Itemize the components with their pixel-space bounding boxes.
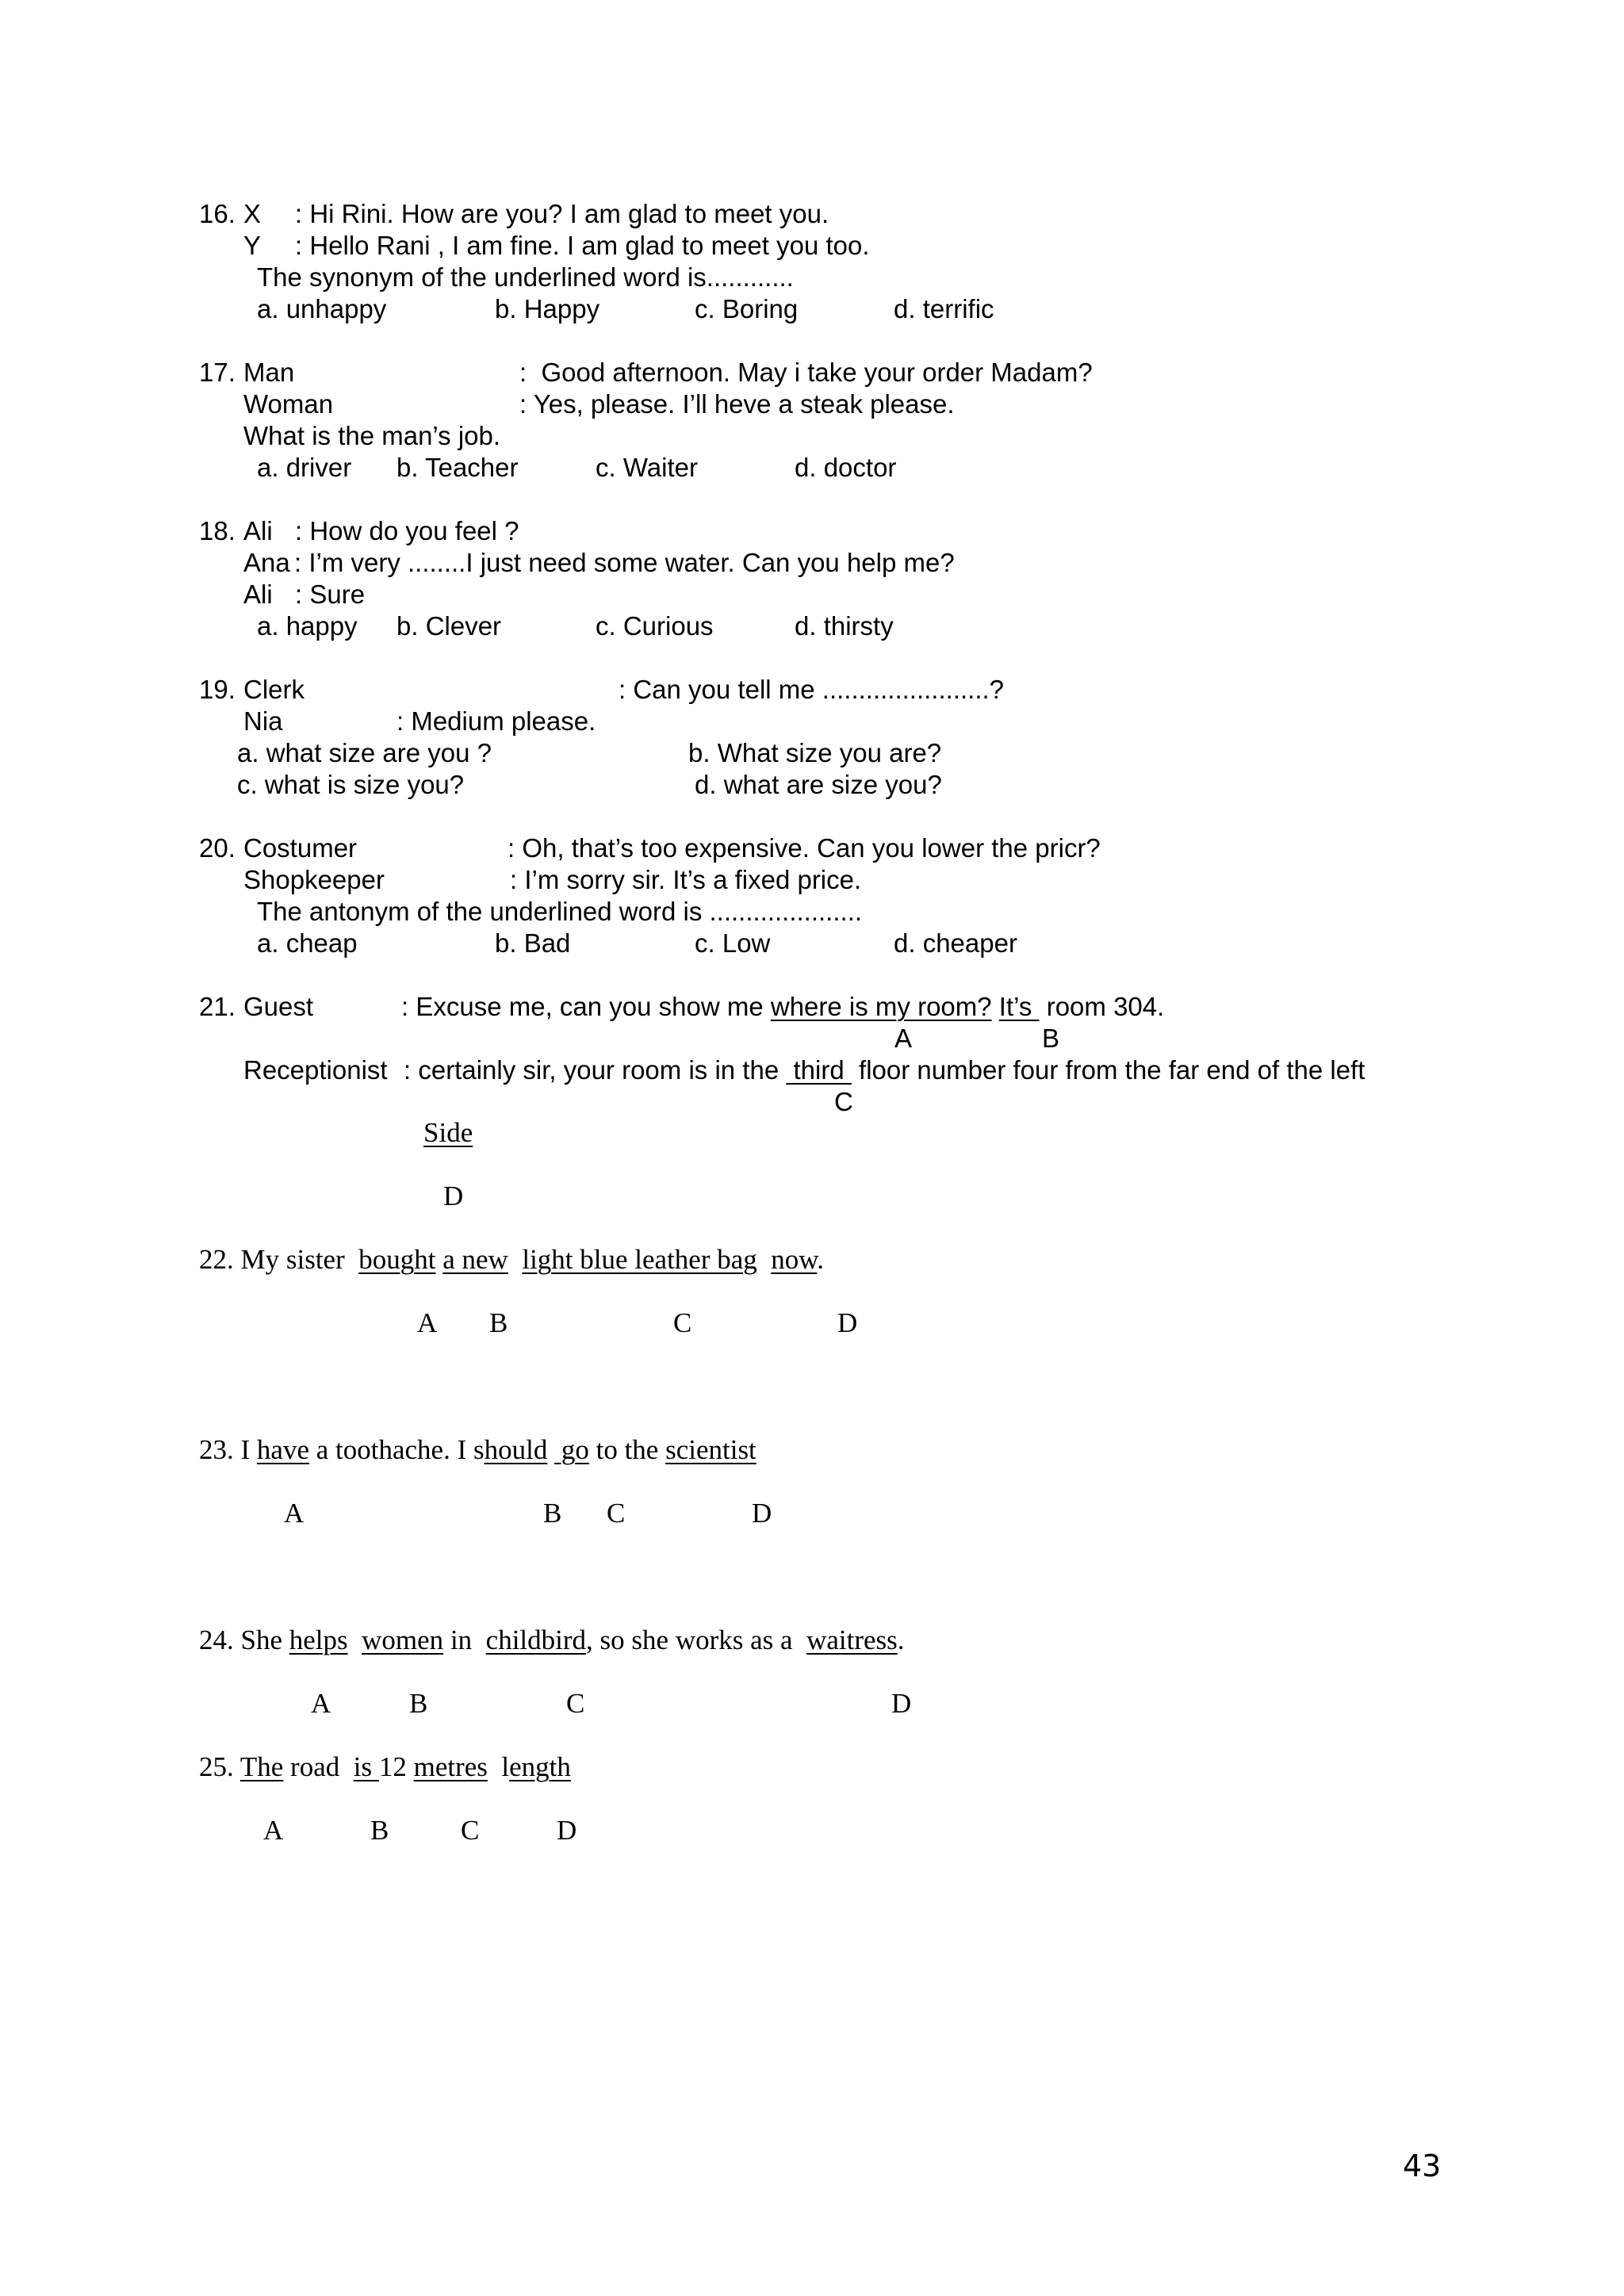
- option-letter: A: [284, 1498, 304, 1529]
- underlined-option-d: ength: [509, 1751, 571, 1782]
- speaker-label: Ana: [243, 548, 290, 577]
- underlined-option-d: Side: [423, 1117, 473, 1148]
- speaker-label: Ali: [243, 580, 273, 609]
- underlined-option-a: helps: [289, 1624, 348, 1655]
- question-sentence: 25. The road is 12 metres length: [199, 1751, 571, 1782]
- question-prompt: The antonym of the underlined word is .....................: [257, 897, 863, 926]
- answer-option[interactable]: a. cheap: [257, 928, 358, 958]
- dialogue-line: : Excuse me, can you show me where is my room? It’s room 304.: [401, 992, 1165, 1021]
- underlined-option-c: go: [554, 1434, 589, 1465]
- option-letter: C: [834, 1087, 853, 1116]
- underlined-option-a: where is my room?: [770, 992, 992, 1021]
- answer-option[interactable]: a. driver: [257, 453, 352, 482]
- option-letter: A: [417, 1307, 438, 1338]
- option-letter: D: [837, 1307, 858, 1338]
- answer-option[interactable]: a. happy: [257, 611, 358, 641]
- question-prompt: The synonym of the underlined word is............: [257, 262, 794, 292]
- underlined-option-d: scientist: [665, 1434, 756, 1465]
- underlined-option-c: third: [786, 1055, 852, 1085]
- underlined-option-a: The: [239, 1751, 284, 1782]
- answer-option[interactable]: b. What size you are?: [688, 738, 942, 767]
- speaker-label: X: [243, 199, 262, 228]
- option-letter: D: [752, 1498, 772, 1529]
- question-sentence: 24. She helps women in childbird, so she works as a waitress.: [199, 1624, 905, 1655]
- answer-option[interactable]: d. thirsty: [795, 611, 894, 641]
- speaker-label: Guest: [243, 992, 314, 1021]
- underlined-option-b: It’s: [998, 992, 1040, 1021]
- dialogue-line: : How do you feel ?: [295, 516, 519, 545]
- dialogue-line: : Oh, that’s too expensive. Can you lower the pricr?: [508, 833, 1101, 863]
- answer-option[interactable]: d. cheaper: [894, 928, 1017, 958]
- option-letter: A: [263, 1815, 284, 1846]
- option-letter: D: [891, 1688, 912, 1719]
- speaker-label: Shopkeeper: [243, 865, 385, 894]
- underlined-option-a: have: [256, 1434, 309, 1465]
- dialogue-line: : Hello Rani , I am fine. I am glad to meet you too.: [295, 231, 870, 260]
- underlined-option-c: light blue leather bag: [522, 1244, 757, 1275]
- option-letter: C: [566, 1688, 585, 1719]
- dialogue-line: : certainly sir, your room is in the third floor number four from the far end of the left: [404, 1055, 1365, 1085]
- answer-option[interactable]: a. unhappy: [257, 294, 387, 323]
- underlined-option-d: waitress: [806, 1624, 898, 1655]
- question-number: 17.: [199, 358, 236, 387]
- option-letter: C: [607, 1498, 626, 1529]
- option-letter: B: [370, 1815, 389, 1846]
- option-letter: B: [1042, 1024, 1060, 1053]
- dialogue-line: : Yes, please. I’ll heve a steak please.: [519, 389, 955, 419]
- option-letter: D: [443, 1181, 464, 1211]
- answer-option[interactable]: a. what size are you ?: [237, 738, 492, 767]
- dialogue-line: : Can you tell me .......................?: [619, 675, 1005, 704]
- dialogue-line: : Good afternoon. May i take your order Madam?: [519, 358, 1093, 387]
- speaker-label: Nia: [243, 706, 283, 736]
- question-prompt: What is the man’s job.: [243, 421, 501, 450]
- speaker-label: Man: [243, 358, 295, 387]
- underlined-option-d: now: [771, 1244, 818, 1275]
- question-number: 19.: [199, 675, 236, 704]
- speaker-label: Ali: [243, 516, 273, 545]
- underlined-option-b: hould: [484, 1434, 548, 1465]
- option-letter: B: [409, 1688, 428, 1719]
- answer-option[interactable]: c. Waiter: [596, 453, 698, 482]
- question-number: 18.: [199, 516, 236, 545]
- speaker-label: Y: [243, 231, 262, 260]
- answer-option[interactable]: b. Teacher: [396, 453, 519, 482]
- answer-option[interactable]: b. Bad: [495, 928, 571, 958]
- option-letter: A: [894, 1024, 913, 1053]
- option-letter: B: [543, 1498, 562, 1529]
- option-letter: C: [461, 1815, 480, 1846]
- answer-option[interactable]: c. Low: [695, 928, 771, 958]
- speaker-label: Receptionist: [243, 1055, 388, 1085]
- underlined-option-c: metres: [413, 1751, 488, 1782]
- dialogue-line: : I’m sorry sir. It’s a fixed price.: [510, 865, 862, 894]
- underlined-option-a: bought: [358, 1244, 436, 1275]
- option-letter: C: [673, 1307, 692, 1338]
- question-number: 16.: [199, 199, 236, 228]
- answer-option[interactable]: c. Boring: [695, 294, 799, 323]
- dialogue-line: : I’m very ........I just need some water. Can you help me?: [294, 548, 955, 577]
- option-letter: D: [557, 1815, 577, 1846]
- answer-option[interactable]: c. Curious: [596, 611, 714, 641]
- speaker-label: Woman: [243, 389, 334, 419]
- answer-option[interactable]: c. what is size you?: [237, 770, 465, 799]
- option-letter: A: [311, 1688, 331, 1719]
- underlined-option-b: is: [353, 1751, 379, 1782]
- dialogue-line: : Sure: [295, 580, 366, 609]
- answer-option[interactable]: b. Clever: [396, 611, 502, 641]
- underlined-option-c: childbird: [485, 1624, 587, 1655]
- option-letter: B: [489, 1307, 508, 1338]
- answer-option[interactable]: d. doctor: [795, 453, 897, 482]
- page-number: 43: [1403, 2149, 1442, 2183]
- underlined-option-b: a new: [442, 1244, 508, 1275]
- dialogue-line: : Hi Rini. How are you? I am glad to meet you.: [295, 199, 829, 228]
- underlined-option-b: women: [362, 1624, 444, 1655]
- speaker-label: Clerk: [243, 675, 305, 704]
- answer-option[interactable]: b. Happy: [495, 294, 600, 323]
- answer-option[interactable]: d. what are size you?: [695, 770, 942, 799]
- question-number: 20.: [199, 833, 236, 863]
- dialogue-line: : Medium please.: [396, 706, 596, 736]
- question-sentence: 23. I have a toothache. I should go to the scientist: [199, 1434, 756, 1465]
- answer-option[interactable]: d. terrific: [894, 294, 994, 323]
- question-sentence: 22. My sister bought a new light blue leather bag now.: [199, 1244, 825, 1275]
- question-number: 21.: [199, 992, 236, 1021]
- speaker-label: Costumer: [243, 833, 358, 863]
